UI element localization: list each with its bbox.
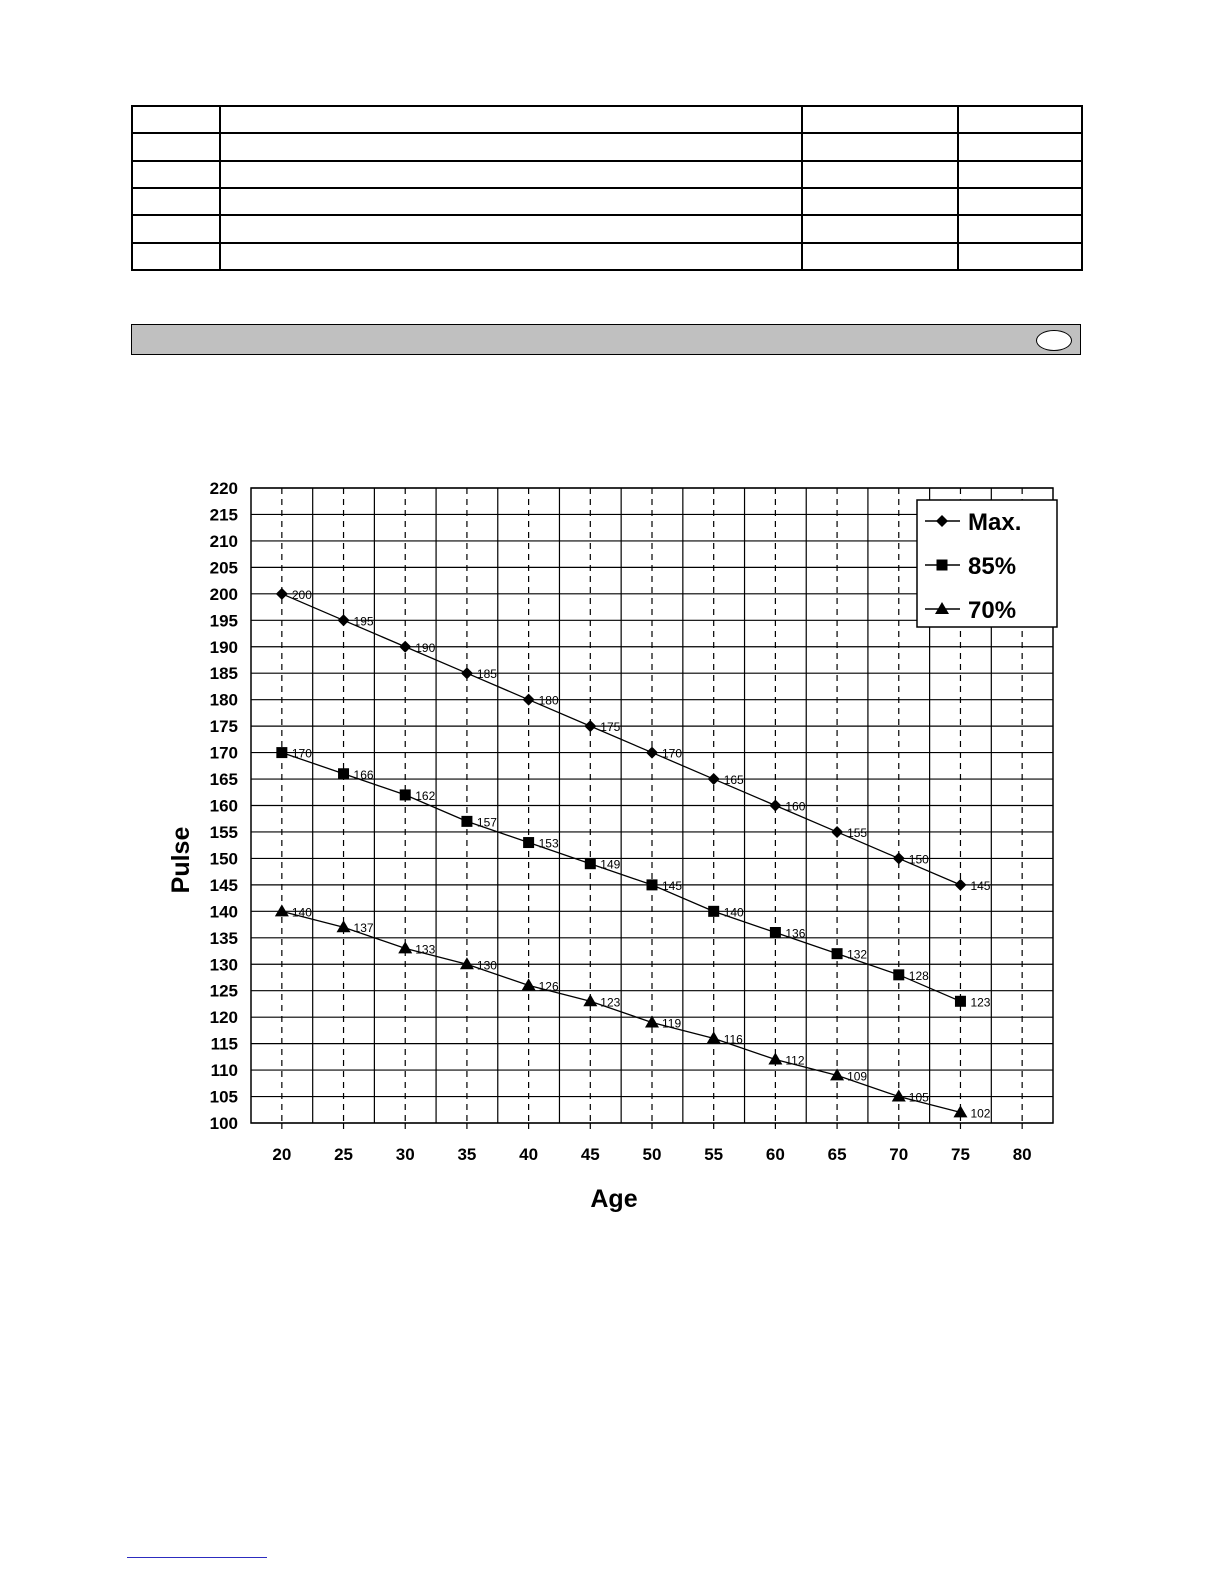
data-label: 102 [970,1106,991,1121]
x-tick-label: 60 [765,1145,785,1164]
data-label: 145 [970,878,991,893]
x-tick-label: 75 [951,1145,970,1164]
data-point [461,816,472,827]
y-tick-label: 120 [209,1008,238,1028]
data-point [647,879,658,890]
y-tick-label: 150 [209,849,238,869]
x-tick-label: 30 [395,1145,415,1164]
data-labels [292,588,991,1121]
data-label: 119 [662,1016,682,1031]
legend-marker [937,560,948,571]
data-label: 123 [970,995,991,1010]
data-label: 162 [415,788,436,803]
data-point [646,747,658,759]
data-point [708,773,720,785]
y-tick-label: 195 [209,611,238,631]
data-label: 190 [415,640,436,655]
data-point [399,641,411,653]
y-tick-label: 100 [209,1114,238,1133]
y-tick-label: 205 [209,558,238,578]
data-label: 137 [353,921,374,936]
data-point [954,879,966,891]
y-tick-label: 180 [209,690,238,710]
data-label: 166 [353,767,374,782]
y-tick-label: 190 [209,637,238,657]
y-tick-label: 110 [210,1061,238,1081]
data-point [708,906,719,917]
data-label: 153 [538,836,559,851]
data-label: 133 [415,942,436,957]
data-label: 165 [723,773,744,788]
data-label: 180 [538,693,559,708]
data-label: 130 [476,958,497,973]
data-point [955,996,966,1007]
data-label: 200 [291,587,312,602]
x-tick-label: 40 [519,1145,539,1164]
data-point [831,826,843,838]
y-tick-label: 170 [209,743,238,763]
y-tick-label: 125 [209,981,238,1001]
x-tick-label: 55 [704,1145,724,1164]
data-point [276,588,288,600]
y-tick-label: 135 [209,928,238,948]
data-point [832,948,843,959]
data-point [338,768,349,779]
data-label: 123 [600,995,621,1010]
y-tick-label: 130 [209,955,238,975]
y-tick-label: 220 [209,479,238,498]
legend [917,500,1057,627]
data-point [523,837,534,848]
y-tick-label: 155 [209,822,238,842]
y-tick-label: 175 [209,717,238,737]
x-tick-label: 80 [1012,1145,1032,1164]
y-tick-label: 210 [209,531,238,551]
data-label: 150 [908,852,929,867]
y-axis-title: Pulse [167,826,195,894]
data-label: 116 [723,1032,743,1047]
data-point [338,614,350,626]
legend-label: Max. [968,509,1022,536]
y-tick-label: 105 [209,1087,238,1107]
x-tick-label: 35 [457,1145,477,1164]
x-tick-label: 50 [642,1145,662,1164]
footnote-separator [127,1557,267,1558]
data-point [893,852,905,864]
legend-label: 70% [968,597,1017,624]
data-point [523,694,535,706]
data-label: 145 [662,878,683,893]
data-label: 170 [662,746,683,761]
data-label: 126 [538,979,559,994]
data-point [893,969,904,980]
y-tick-label: 185 [209,664,238,684]
legend-label: 85% [968,553,1017,580]
data-label: 155 [847,825,868,840]
y-tick-label: 165 [209,770,238,790]
data-point [770,927,781,938]
x-tick-label: 20 [272,1145,292,1164]
data-point [400,789,411,800]
data-label: 157 [476,815,497,830]
data-label: 128 [908,968,929,983]
y-tick-label: 160 [209,796,238,816]
x-tick-label: 65 [827,1145,847,1164]
y-tick-label: 115 [210,1034,238,1054]
data-label: 170 [291,746,312,761]
data-point [461,667,473,679]
data-point [585,858,596,869]
data-label: 132 [847,947,868,962]
x-axis-title: Age [590,1185,638,1213]
data-point [275,904,289,916]
data-label: 149 [600,857,621,872]
data-label: 136 [785,926,806,941]
y-tick-label: 215 [209,505,238,525]
data-point [769,800,781,812]
data-label: 160 [785,799,806,814]
x-tick-label: 70 [889,1145,909,1164]
y-tick-label: 145 [209,875,238,895]
x-tick-label: 45 [580,1145,600,1164]
data-label: 140 [723,905,744,920]
y-tick-label: 140 [209,902,238,922]
data-point [584,720,596,732]
data-label: 112 [785,1053,805,1068]
y-tick-label: 200 [209,584,238,604]
data-label: 105 [908,1090,929,1105]
data-label: 109 [847,1069,868,1084]
data-label: 175 [600,720,621,735]
data-label: 185 [476,667,497,682]
data-label: 195 [353,614,374,629]
data-label: 140 [291,905,312,920]
x-tick-label: 25 [334,1145,353,1164]
data-point [276,747,287,758]
